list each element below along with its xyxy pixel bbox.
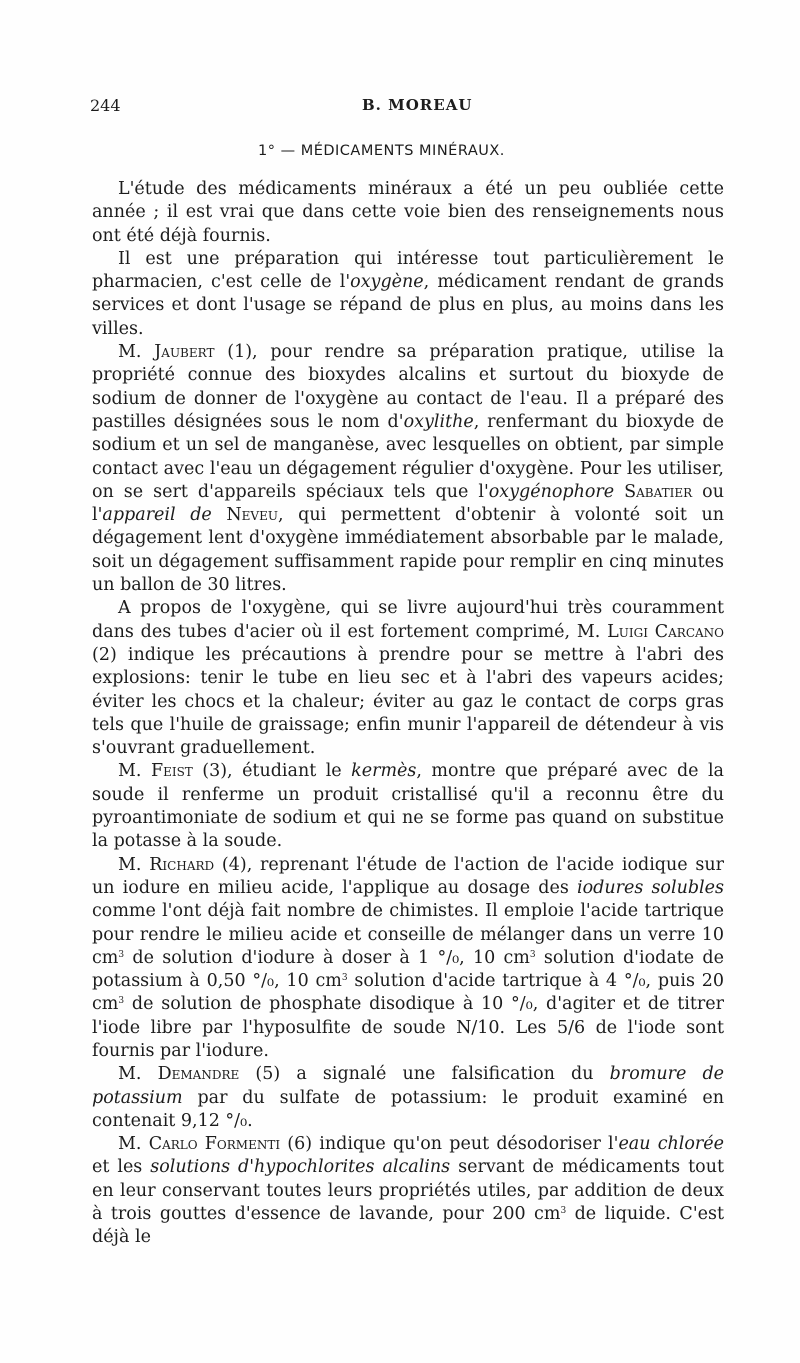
text-run: de solution d'iodure à doser à 1 °/₀, 10 cm bbox=[124, 947, 530, 968]
text-run: M. bbox=[118, 342, 155, 363]
text-run: de liquide. C'est déjà le bbox=[92, 1204, 724, 1248]
italic-run: eau chlorée bbox=[618, 1134, 724, 1155]
superscript: 3 bbox=[560, 1206, 567, 1217]
page-number: 244 bbox=[90, 96, 121, 115]
author-name: Carlo Formenti bbox=[148, 1134, 281, 1155]
paragraph bbox=[92, 1133, 724, 1249]
text-run: (2) indique les précautions à prendre pour se mettre à l'abri des explosions: tenir le tube en lieu sec et à l'abri des vapeurs acides; éviter les chocs et la chaleur; éviter au gaz le contact de corps gras tels que l'huile de graissage; enfin munir l'appareil de détendeur à vis s'ouvrant graduellement. bbox=[92, 644, 724, 759]
italic-run: oxygénophore bbox=[488, 481, 615, 502]
paragraph bbox=[92, 178, 724, 248]
text-run: (3), étudiant le bbox=[192, 761, 352, 782]
author-name: Sabatier bbox=[624, 481, 693, 502]
text-run: (6) indique qu'on peut désodoriser l' bbox=[280, 1134, 619, 1155]
text-run: servant de médicaments tout en leur conservant toutes leurs propriétés utiles, par addition de deux à trois gouttes d'essence de lavande, pour 200 cm bbox=[92, 1157, 724, 1225]
paragraph bbox=[92, 760, 724, 853]
italic-run: iodures solubles bbox=[577, 877, 724, 898]
text-run: et les bbox=[92, 1157, 151, 1178]
section-heading: 1° — MÉDICAMENTS MINÉRAUX. bbox=[258, 143, 505, 159]
author-name: Feist bbox=[150, 761, 193, 782]
superscript: 3 bbox=[341, 973, 348, 984]
text-run: Il est une préparation qui intéresse tout particulièrement le pharmacien, c'est celle de l' bbox=[92, 248, 724, 293]
paragraph bbox=[92, 341, 724, 597]
text-run: solution d'acide tartrique à 4 °/₀, puis 20 cm bbox=[92, 971, 724, 1015]
text-run: de solution de phosphate disodique à 10 °/₀, d'agiter et de titrer l'iode libre par l'hyposulfite de soude N/10. Les 5/6 de l'iode sont fournis par l'iodure. bbox=[92, 994, 724, 1061]
text-run: M. bbox=[118, 1134, 149, 1155]
paragraph bbox=[92, 854, 724, 1064]
paragraph bbox=[92, 248, 724, 341]
italic-run: kermès bbox=[351, 761, 417, 782]
superscript: 3 bbox=[529, 949, 536, 960]
text-run: solution d'iodate de potassium à 0,50 °/₀, 10 cm bbox=[92, 947, 724, 992]
author-name: Demandre bbox=[157, 1064, 240, 1085]
italic-run: appareil de bbox=[102, 505, 212, 526]
text-run: (4), reprenant l'étude de l'action de l'acide iodique sur un iodure en milieu acide, l'applique au dosage des bbox=[92, 854, 724, 898]
paragraph bbox=[92, 597, 724, 760]
text-run: , renfermant du bioxyde de sodium et un sel de manganèse, avec lesquelles on obtient, par simple contact avec l'eau un dégagement régulier d'oxygène. Pour les utiliser, on se sert d'appareils spéciaux tels que l' bbox=[92, 411, 724, 502]
italic-run: bromure de potassium bbox=[92, 1064, 724, 1108]
text-run: M. bbox=[118, 854, 150, 875]
italic-run: solutions d'hypochlorites alcalins bbox=[150, 1157, 451, 1178]
text-run: par du sulfate de potassium: le produit examiné en contenait 9,12 °/₀. bbox=[92, 1087, 724, 1131]
body-text bbox=[92, 178, 724, 1250]
italic-run: oxygène bbox=[350, 272, 424, 293]
italic-run: oxylithe bbox=[403, 411, 474, 432]
text-run bbox=[614, 482, 624, 502]
text-run: , montre que préparé avec de la soude il renferme un produit cristallisé qu'il a reconnu être du pyroantimoniate de sodium et qui ne se forme pas quand on substitue la potasse à la soude. bbox=[92, 761, 724, 852]
text-run: M. bbox=[118, 761, 151, 782]
author-name: Neveu bbox=[226, 505, 278, 526]
author-name: Luigi Carcano bbox=[607, 621, 724, 642]
running-head-author: B. MOREAU bbox=[362, 96, 473, 114]
text-run: L'étude des médicaments minéraux a été un peu oubliée cette année ; il est vrai que dans cette voie bien des renseignements nous ont été déjà fournis. bbox=[92, 179, 724, 246]
superscript: 3 bbox=[118, 996, 125, 1007]
text-run: M. bbox=[118, 1064, 158, 1085]
author-name: Richard bbox=[149, 854, 215, 875]
text-run: (1), pour rendre sa préparation pratique, utilise la propriété connue des bioxydes alcalins et surtout du bioxyde de sodium de donner de l'oxygène au contact de l'eau. Il a préparé des pastilles désignées sous le nom d' bbox=[92, 342, 725, 432]
superscript: 3 bbox=[118, 949, 125, 960]
text-run: A propos de l'oxygène, qui se livre aujourd'hui très couramment dans des tubes d'acier où il est fortement comprimé, M. bbox=[92, 598, 724, 642]
text-run: , qui permettent d'obtenir à volonté soit un dégagement lent d'oxygène immédiatement absorbable par le malade, soit un dégagement suffisamment rapide pour remplir en cinq minutes un ballon de 30 litres. bbox=[92, 505, 724, 596]
text-run: , médicament rendant de grands services et dont l'usage se répand de plus en plus, au moins dans les villes. bbox=[92, 272, 724, 339]
author-name: Jaubert bbox=[154, 342, 215, 363]
paragraph bbox=[92, 1063, 724, 1133]
text-run bbox=[212, 505, 227, 525]
text-run: (5) a signalé une falsification du bbox=[239, 1064, 610, 1085]
text-run: comme l'ont déjà fait nombre de chimistes. Il emploie l'acide tartrique pour rendre le milieu acide et conseille de mélanger dans un verre 10 cm bbox=[92, 901, 724, 968]
text-run: ou l' bbox=[92, 481, 724, 526]
running-head bbox=[90, 96, 720, 118]
